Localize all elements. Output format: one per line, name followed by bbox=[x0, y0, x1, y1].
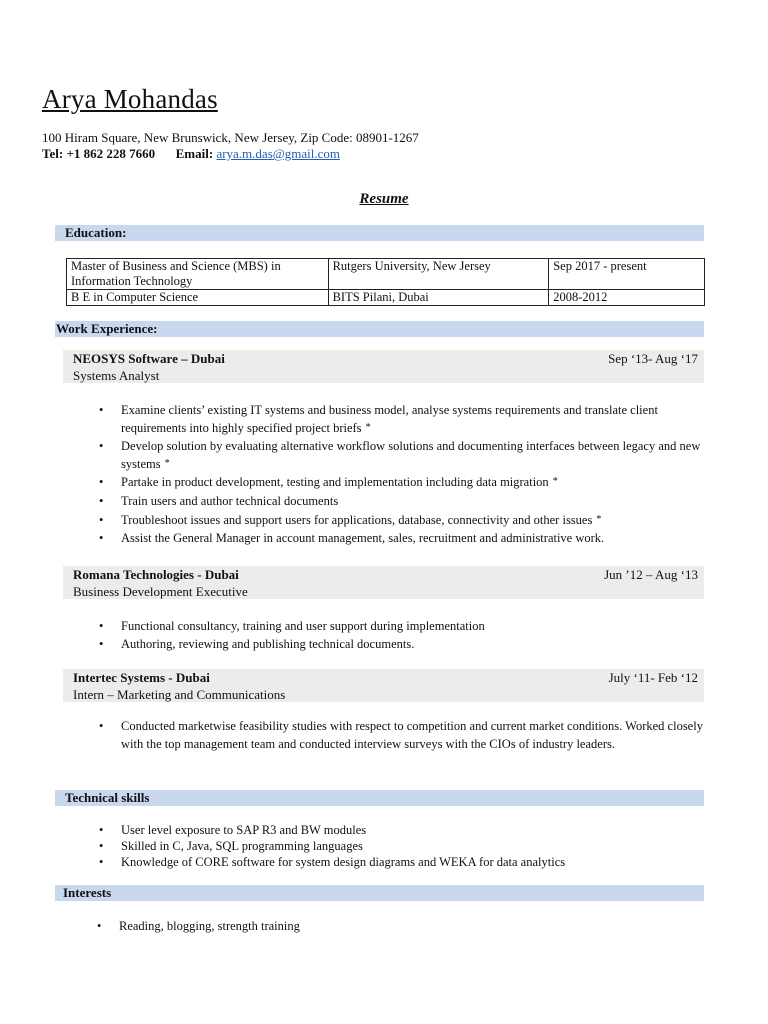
work-heading-label: Work Experience: bbox=[56, 321, 158, 336]
list-item: • Partake in product development, testing and implementation including data migration * bbox=[89, 473, 709, 491]
list-item: • Troubleshoot issues and support users for applications, database, connectivity and other issues * bbox=[89, 511, 709, 529]
dates-cell: 2008-2012 bbox=[549, 290, 705, 306]
list-item: • Conducted marketwise feasibility studies with respect to competition and current market conditions. Worked closely with the top management team and conducted interview surveys with the CIOs of industry leaders. bbox=[89, 717, 709, 753]
education-heading-label: Education: bbox=[65, 225, 127, 240]
list-item: • Examine clients’ existing IT systems and business model, analyse systems requirements and translate client requirements into highly specified project briefs * bbox=[89, 401, 709, 437]
list-item: • Reading, blogging, strength training bbox=[87, 917, 707, 935]
dates-cell: Sep 2017 - present bbox=[549, 259, 705, 290]
job-dates: Sep ‘13- Aug ‘17 bbox=[608, 351, 698, 366]
list-item: • Knowledge of CORE software for system design diagrams and WEKA for data analytics bbox=[89, 854, 709, 870]
job-bullets-neosys bbox=[89, 401, 709, 547]
job-header-neosys bbox=[63, 350, 704, 383]
list-item: • Train users and author technical documents bbox=[89, 492, 709, 510]
table-row bbox=[67, 259, 705, 290]
list-item: • User level exposure to SAP R3 and BW modules bbox=[89, 822, 709, 838]
job-dates: Jun ’12 – Aug ‘13 bbox=[604, 567, 698, 582]
skills-list bbox=[89, 822, 709, 870]
table-row bbox=[67, 290, 705, 306]
list-item: • Develop solution by evaluating alternative workflow solutions and documenting interfaces between legacy and new systems * bbox=[89, 437, 709, 473]
email-label: Email: bbox=[175, 146, 214, 161]
resume-title: Resume bbox=[359, 191, 409, 207]
address: 100 Hiram Square, New Brunswick, New Jersey, Zip Code: 08901-1267 bbox=[42, 130, 419, 145]
job-header-intertec bbox=[63, 669, 704, 702]
job-role: Business Development Executive bbox=[73, 584, 248, 599]
job-role: Systems Analyst bbox=[73, 368, 160, 383]
tel-label: Tel: bbox=[42, 146, 64, 161]
skills-heading bbox=[55, 790, 704, 806]
tel-value: +1 862 228 7660 bbox=[66, 146, 156, 161]
job-company: Romana Technologies - Dubai bbox=[73, 567, 239, 582]
job-company: NEOSYS Software – Dubai bbox=[73, 351, 225, 366]
list-item: • Functional consultancy, training and user support during implementation bbox=[89, 617, 709, 635]
list-item: • Assist the General Manager in account management, sales, recruitment and administrative work. bbox=[89, 529, 709, 547]
degree-cell: Master of Business and Science (MBS) in Information Technology bbox=[67, 259, 329, 290]
job-role: Intern – Marketing and Communications bbox=[73, 687, 286, 702]
school-cell: BITS Pilani, Dubai bbox=[328, 290, 549, 306]
candidate-name: Arya Mohandas bbox=[42, 84, 218, 114]
interests-heading-label: Interests bbox=[63, 885, 112, 900]
job-bullets-intertec bbox=[89, 717, 709, 753]
list-item: • Skilled in C, Java, SQL programming languages bbox=[89, 838, 709, 854]
list-item: • Authoring, reviewing and publishing technical documents. bbox=[89, 635, 709, 653]
interests-list bbox=[87, 917, 707, 935]
degree-cell: B E in Computer Science bbox=[67, 290, 329, 306]
job-header-romana bbox=[63, 566, 704, 599]
contact-line bbox=[42, 146, 340, 162]
education-table bbox=[66, 258, 705, 306]
job-dates: July ‘11- Feb ‘12 bbox=[608, 670, 698, 685]
school-cell: Rutgers University, New Jersey bbox=[328, 259, 549, 290]
interests-heading bbox=[55, 885, 704, 901]
job-bullets-romana bbox=[89, 617, 709, 653]
work-heading bbox=[55, 321, 704, 337]
job-company: Intertec Systems - Dubai bbox=[73, 670, 210, 685]
email-link[interactable]: arya.m.das@gmail.com bbox=[216, 146, 340, 161]
skills-heading-label: Technical skills bbox=[65, 790, 150, 805]
education-heading bbox=[55, 225, 704, 241]
